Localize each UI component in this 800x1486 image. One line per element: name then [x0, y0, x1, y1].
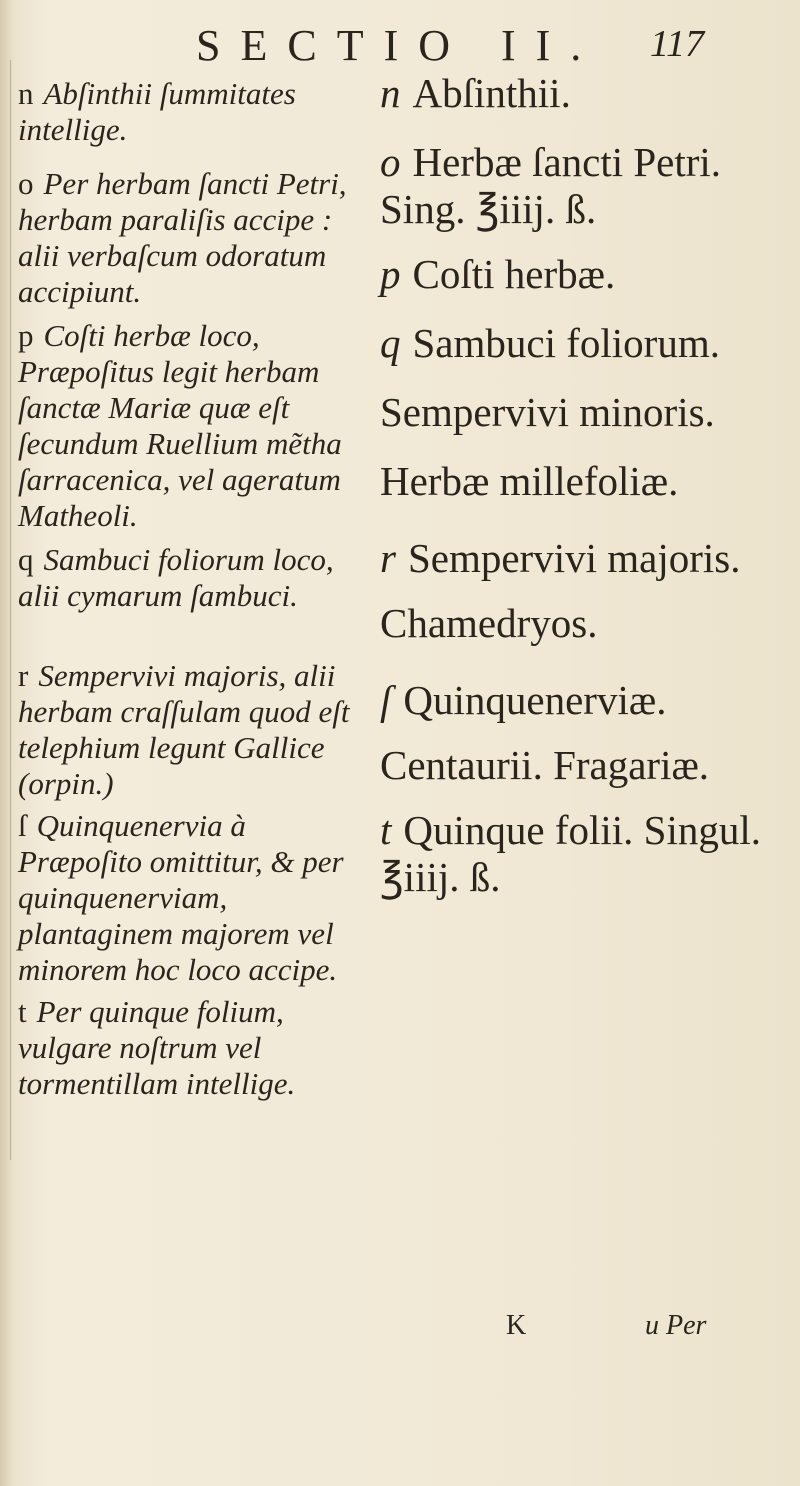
signature-mark: K [506, 1310, 527, 1341]
entry-marker: r [380, 535, 396, 581]
note-r [18, 658, 370, 802]
entry-marker: t [380, 807, 392, 853]
entry-marker: p [380, 251, 401, 297]
entry-q [380, 320, 790, 367]
entry-centaurii [380, 742, 790, 789]
note-text: Sempervivi majoris, alii herbam craſſulam quod eſt telephium legunt Gallice (orpin.) [18, 658, 350, 801]
entry-sempervivi-minoris [380, 389, 790, 436]
running-header [0, 20, 800, 70]
note-marker: ſ [18, 808, 27, 843]
note-marker: t [18, 994, 27, 1029]
entry-marker: o [380, 139, 401, 185]
note-text: Per herbam ſancti Petri, herbam paraliſis accipe : alii verbaſcum odoratum accipiunt. [18, 166, 347, 309]
note-text: Per quinque folium, vulgare noſtrum vel tormentillam intellige. [18, 994, 296, 1101]
page-gutter [0, 0, 14, 1486]
entry-text: Chamedryos. [380, 600, 598, 646]
entry-marker: q [380, 320, 401, 366]
section-title: SECTIO II. [196, 21, 602, 70]
entry-marker: n [380, 70, 401, 116]
annotations-column [18, 70, 370, 1102]
entry-text: Herbæ ſancti Petri. Sing. ℥iiij. ß. [380, 139, 722, 232]
entry-o [380, 139, 790, 233]
entry-text: Abſinthii. [412, 70, 571, 116]
entry-p [380, 251, 790, 298]
note-p [18, 318, 370, 534]
entry-text: Quinque folii. Singul. ℥iiij. ß. [380, 807, 762, 900]
entry-marker: ſ [380, 677, 392, 723]
note-text: Coſti herbæ loco, Præpoſitus legit herbam ſanctæ Mariæ quæ eſt ſecundum Ruellium mẽtha ſarracenica, vel ageratum Matheoli. [18, 318, 342, 533]
entry-text: Quinquenerviæ. [403, 677, 667, 723]
entry-text: Coſti herbæ. [412, 251, 616, 297]
note-text: Sambuci foliorum loco, alii cymarum ſambuci. [18, 542, 334, 613]
entry-chamedryos [380, 600, 790, 647]
note-marker: n [18, 76, 34, 111]
entry-millefolium [380, 458, 790, 505]
entry-n [380, 70, 790, 117]
note-n [18, 76, 370, 148]
entry-text: Sempervivi minoris. [380, 389, 715, 435]
note-text: Abſinthii ſummitates intellige. [18, 76, 296, 147]
ingredients-column [380, 70, 790, 901]
note-marker: p [18, 318, 34, 353]
note-o [18, 166, 370, 310]
column-rule [10, 60, 11, 1160]
note-q [18, 542, 370, 614]
entry-text: Herbæ millefoliæ. [380, 458, 679, 504]
note-t [18, 994, 370, 1102]
note-marker: r [18, 658, 29, 693]
entry-t [380, 807, 790, 901]
note-marker: q [18, 542, 34, 577]
entry-text: Sempervivi majoris. [407, 535, 741, 581]
note-s [18, 808, 370, 988]
page-footer [0, 1310, 800, 1350]
entry-text: Centaurii. Fragariæ. [380, 742, 710, 788]
entry-s [380, 677, 790, 724]
note-text: Quinquenervia à Præpoſito omittitur, & per quinquenerviam, plantaginem majorem vel minorem hoc loco accipe. [18, 808, 344, 987]
entry-text: Sambuci foliorum. [412, 320, 720, 366]
catchword: u Per [645, 1310, 707, 1341]
note-marker: o [18, 166, 34, 201]
page-number: 117 [650, 23, 705, 65]
entry-r [380, 535, 790, 582]
